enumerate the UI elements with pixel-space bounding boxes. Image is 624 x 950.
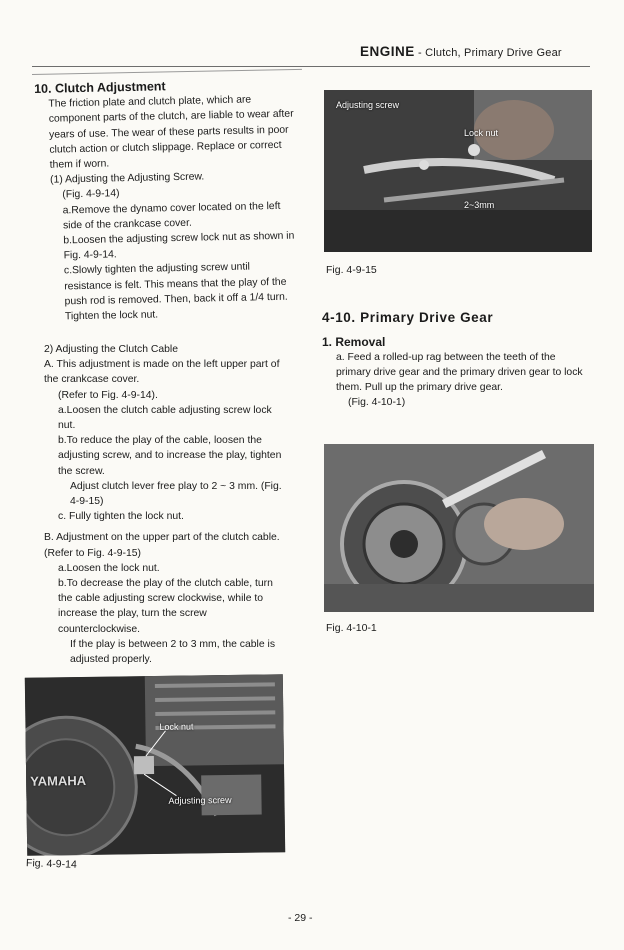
step-A: A. This adjustment is made on the left upper part of the crankcase cover.	[44, 359, 280, 386]
fig-label-adjusting-screw: Adjusting screw	[168, 794, 232, 806]
step-A-ref: (Refer to Fig. 4-9-14).	[58, 389, 158, 401]
removal-step-a-ref: (Fig. 4-10-1)	[348, 397, 406, 408]
step-Ab: b.To reduce the play of the cable, loosen the adjusting screw, and to increase the play, tighten the screw.	[58, 435, 282, 477]
right-column-text	[322, 310, 592, 410]
section-title-primary-drive: 4-10. Primary Drive Gear	[322, 310, 494, 325]
fig-4-9-15-caption: Fig. 4-9-15	[326, 264, 377, 276]
step-1-ref: (Fig. 4-9-14)	[62, 188, 120, 201]
removal-step-a: a. Feed a rolled-up rag between the teeth of the primary drive gear and the primary driven gear to lock them. Pull up the primary drive gear.	[336, 352, 583, 393]
fig-4-9-14-caption: Fig. 4-9-14	[25, 857, 77, 871]
removal-subtitle: 1. Removal	[322, 335, 386, 349]
fig-label-play: 2~3mm	[464, 200, 495, 210]
step-Bb: b.To decrease the play of the clutch cable, turn the cable adjusting screw clockwise, while to increase the play, turn the screw counterclockwise.	[58, 578, 273, 635]
fig-4-10-1-caption: Fig. 4-10-1	[326, 622, 377, 634]
figure-4-9-14-illustration	[25, 674, 285, 856]
header-bold: ENGINE	[360, 44, 415, 59]
header-rest: - Clutch, Primary Drive Gear	[414, 47, 562, 59]
left-column-bottom	[44, 342, 288, 667]
step-1c: c.Slowly tighten the adjusting screw until resistance is felt. This means that the play of the push rod is removed. Then, back it off a 1/4 turn. Tighten the lock nut.	[63, 261, 288, 323]
step-Bc: If the play is between 2 to 3 mm, the cable is adjusted properly.	[70, 638, 276, 666]
section-title-clutch: 10. Clutch Adjustment	[34, 79, 166, 96]
figure-4-10-1-illustration	[324, 444, 594, 612]
step-B: B. Adjustment on the upper part of the clutch cable. (Refer to Fig. 4-9-15)	[44, 532, 280, 559]
yamaha-brand-label: YAMAHA	[30, 772, 87, 789]
step-1a: a.Remove the dynamo cover located on the left side of the crankcase cover.	[62, 200, 281, 232]
header-rule-left	[32, 69, 302, 75]
figure-4-9-14	[25, 674, 285, 856]
fig-label-lock-nut-2: Lock nut	[464, 128, 499, 138]
step-Ac: c. Fully tighten the lock nut.	[58, 511, 184, 523]
step-1b: b.Loosen the adjusting screw lock nut as shown in Fig. 4-9-14.	[63, 230, 295, 262]
clutch-intro: The friction plate and clutch plate, which are component parts of the clutch, are liable to wear after years of use. The wear of these parts results in poor clutch action or clutch slippage. Replace or correct them if worn.	[48, 94, 294, 171]
step-1-heading: (1) Adjusting the Adjusting Screw.	[49, 171, 205, 186]
figure-4-9-15	[324, 90, 592, 252]
page-number: - 29 -	[288, 912, 313, 924]
header-rule	[32, 66, 590, 67]
page-header	[360, 44, 562, 59]
step-Ab-note: Adjust clutch lever free play to 2 ~ 3 mm. (Fig. 4-9-15)	[70, 480, 282, 508]
fig-label-lock-nut: Lock nut	[159, 721, 194, 732]
figure-4-9-15-illustration	[324, 90, 592, 252]
left-column-top	[34, 77, 301, 326]
step-2-heading: 2) Adjusting the Clutch Cable	[44, 344, 179, 355]
figure-4-10-1	[324, 444, 594, 612]
step-Ba: a.Loosen the lock nut.	[58, 562, 160, 574]
fig-label-adjusting-screw-2: Adjusting screw	[336, 100, 400, 110]
step-Aa: a.Loosen the clutch cable adjusting screw lock nut.	[58, 404, 272, 432]
